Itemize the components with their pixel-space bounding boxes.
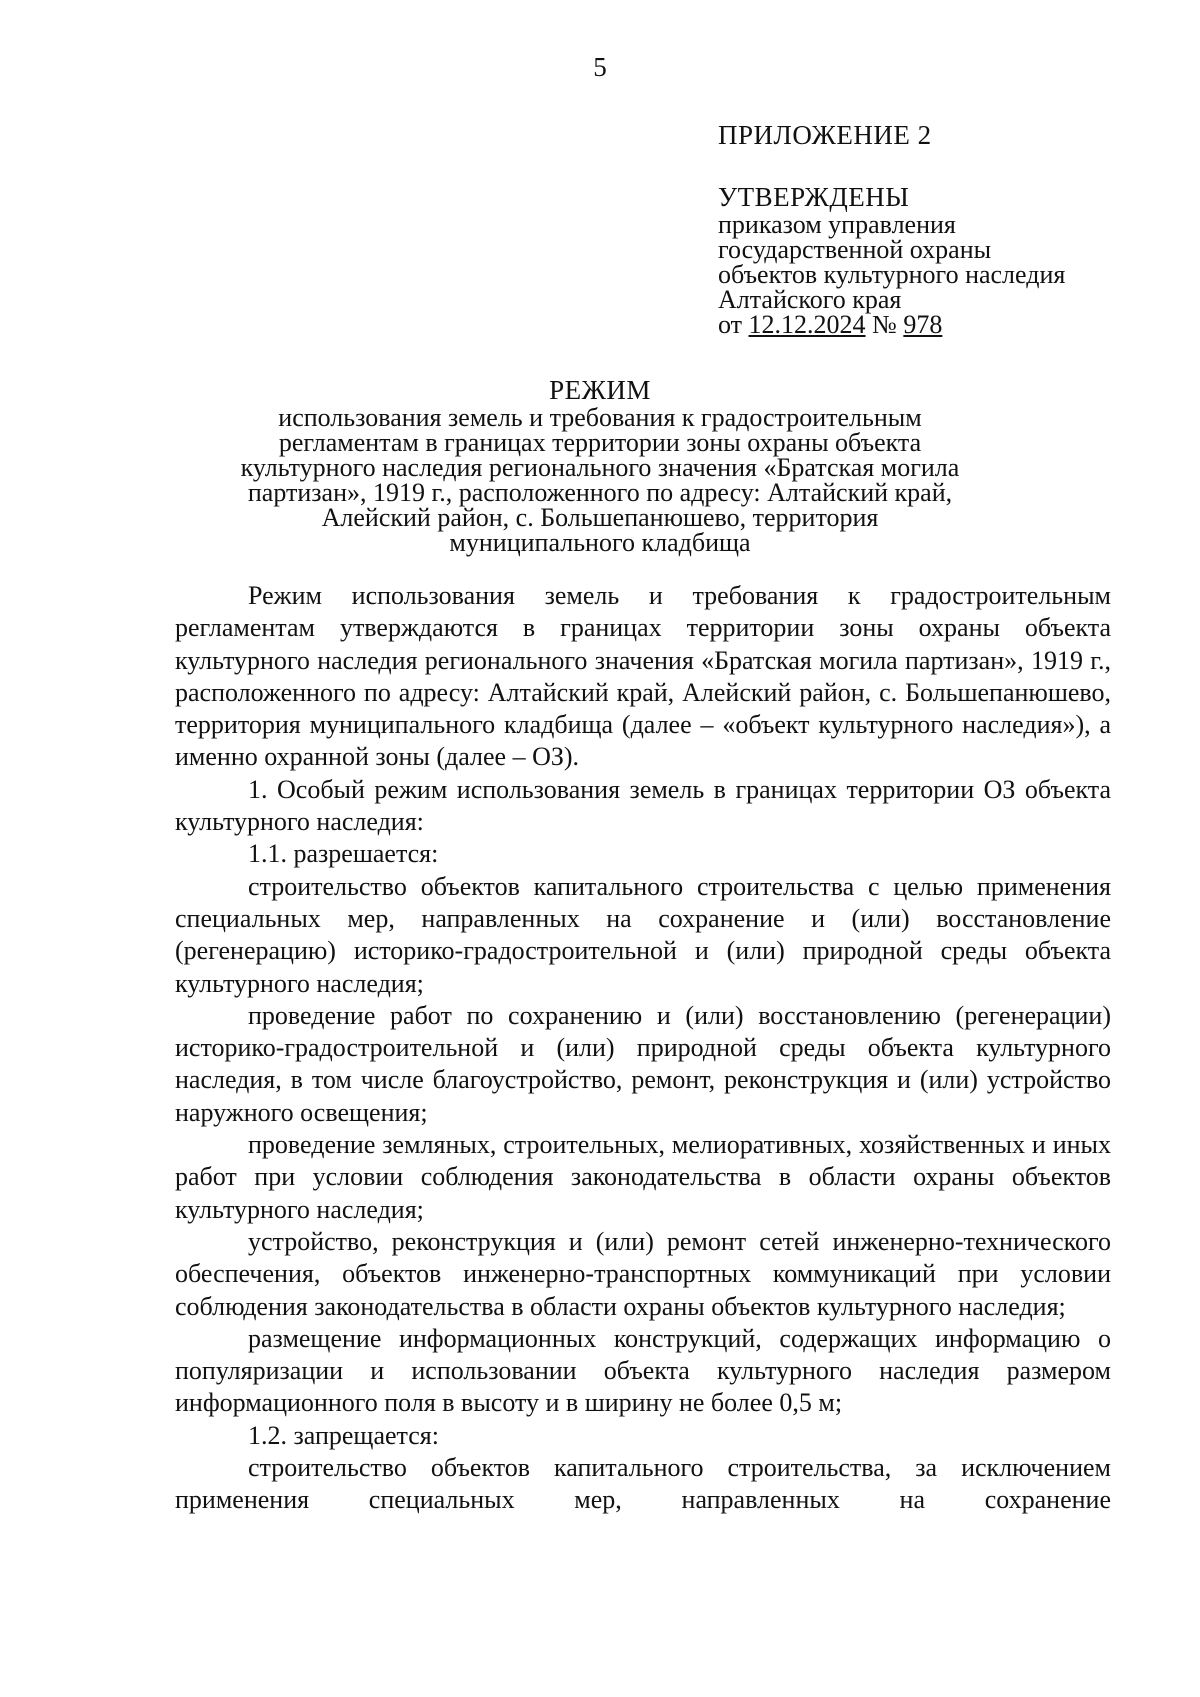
approval-block [718, 182, 1066, 339]
title-line: использования земель и требования к градостроительным [278, 403, 922, 432]
page-number: 5 [593, 52, 607, 82]
approval-title: УТВЕРЖДЕНЫ [718, 182, 910, 212]
approval-date-line [718, 312, 1065, 337]
paragraph-allowed-item: строительство объектов капитального строительства с целью применения специальных мер, направленных на сохранение и (или) восстановление (регенерацию) историко-градостроительной и (или) природной среды объекта культурного наследия; [175, 871, 1111, 998]
title-line: регламентам в границах территории зоны охраны объекта [278, 428, 922, 457]
number-prefix: № [865, 310, 904, 339]
document-title [0, 375, 1200, 557]
approval-line: Алтайского края [718, 285, 902, 314]
paragraph-intro: Режим использования земель и требования к градостроительным регламентам утверждаются в границах территории зоны охраны объекта культурного наследия регионального значения «Братская могила партизан», 1919 г., расположенного по адресу: Алтайский край, Алейский район, с. Большепанюшево, территория муниципального кладбища (далее – «объект культурного наследия»), а именно охранной зоны (далее – ОЗ). [175, 581, 1111, 772]
title-line: муниципального кладбища [449, 528, 751, 557]
paragraph-subsection-1-2: 1.2. запрещается: [248, 1420, 439, 1450]
title-main: РЕЖИМ [549, 375, 651, 405]
paragraph-allowed-item: размещение информационных конструкций, содержащих информацию о популяризации и использовании объекта культурного наследия размером информационного поля в высоту и в ширину не более 0,5 м; [175, 1323, 1111, 1418]
approval-line: объектов культурного наследия [718, 260, 1066, 289]
approval-line: государственной охраны [718, 235, 992, 264]
order-date: 12.12.2024 [748, 310, 866, 339]
paragraph-allowed-item: проведение работ по сохранению и (или) восстановлению (регенерации) историко-градостроительной и (или) природной среды объекта культурного наследия, в том числе благоустройство, ремонт, реконструкция и (или) устройство наружного освещения; [175, 1000, 1111, 1127]
approval-line: приказом управления [718, 210, 956, 239]
paragraph-forbidden-item: строительство объектов капитального строительства, за исключением применения специальных мер, направленных на сохранение [175, 1453, 1111, 1515]
order-number: 978 [903, 310, 943, 339]
appendix-label: ПРИЛОЖЕНИЕ 2 [718, 120, 932, 150]
paragraph-subsection-1-1: 1.1. разрешается: [248, 839, 439, 869]
paragraph-allowed-item: проведение земляных, строительных, мелиоративных, хозяйственных и иных работ при условии соблюдения законодательства в области охраны объектов культурного наследия; [175, 1130, 1111, 1224]
title-line: партизан», 1919 г., расположенного по адресу: Алтайский край, [247, 478, 953, 507]
date-prefix: от [718, 310, 749, 339]
paragraph-allowed-item: устройство, реконструкция и (или) ремонт сетей инженерно-технического обеспечения, объектов инженерно-транспортных коммуникаций при условии соблюдения законодательства в области охраны объектов культурного наследия; [175, 1226, 1111, 1321]
title-line: культурного наследия регионального значения «Братская могила [240, 453, 960, 482]
paragraph-section-1: 1. Особый режим использования земель в границах территории ОЗ объекта культурного наследия: [175, 774, 1111, 837]
document-body [175, 580, 1111, 1517]
title-line: Алейский район, с. Большепанюшево, территория [321, 503, 879, 532]
